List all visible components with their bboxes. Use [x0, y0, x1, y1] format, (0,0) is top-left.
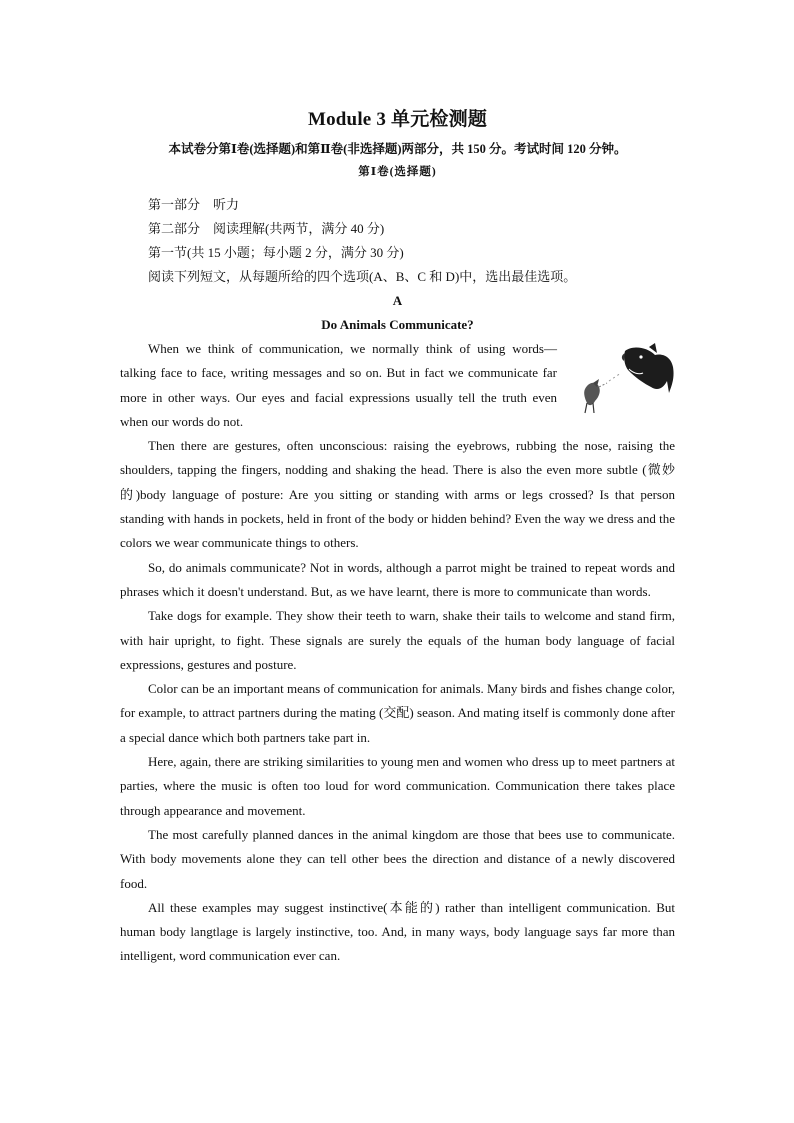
paragraph-1: When we think of communication, we normally think of using words—talking face to face, writing messages and so on. But in fact we communicate far more in other ways. Our eyes and facial expressions usually tell the truth even when our words do not.: [120, 341, 557, 429]
dog-and-bird-illustration: [563, 343, 681, 415]
section-instructions: 阅读下列短文，从每题所给的四个选项(A、B、C 和 D)中，选出最佳选项。: [148, 269, 577, 284]
section-listening: 第一部分 听力: [148, 197, 240, 212]
paragraph-6: Here, again, there are striking similarities to young men and women who dress up to meet partners at parties, where the music is often too loud for word communication. Communication there takes place through appearance and movement.: [120, 754, 675, 818]
first-paragraph-block: [120, 337, 675, 434]
paragraph-4: Take dogs for example. They show their teeth to warn, shake their tails to welcome and stand firm, with hair upright, to fight. These signals are surely the equals of the human body language of facial expressions, gestures and posture.: [120, 608, 675, 672]
paragraph-8: All these examples may suggest instinctive(本能的) rather than intelligent communication. But human body langtlage is largely instinctive, too. And, in many ways, body language says far more than intelligent, word communication ever can.: [120, 899, 675, 964]
paragraph-7: The most carefully planned dances in the animal kingdom are those that bees use to communicate. With body movements alone they can tell other bees the direction and distance of a newly discovered food.: [120, 826, 675, 891]
paragraph-5: Color can be an important means of communication for animals. Many birds and fishes change color, for example, to attract partners during the mating (交配) season. And mating itself is commonly done after a special dance which both partners take part in.: [120, 681, 675, 745]
exam-intro: 本试卷分第Ⅰ卷(选择题)和第Ⅱ卷(非选择题)两部分，共 150 分。考试时间 120 分钟。: [168, 142, 627, 156]
volume-heading: 第Ⅰ卷(选择题): [358, 166, 437, 178]
section-reading: 第二部分 阅读理解(共两节，满分 40 分): [148, 221, 385, 236]
page-title: Module 3 单元检测题: [307, 109, 488, 130]
exam-page: [120, 100, 675, 969]
section-part-one: 第一节(共 15 小题；每小题 2 分，满分 30 分): [148, 245, 404, 260]
paragraph-2: Then there are gestures, often unconscious: raising the eyebrows, rubbing the nose, raising the shoulders, tapping the fingers, nodding and shaking the head. There is also the even more subtle (微妙的)body language of posture: Are you sitting or standing with arms or legs crossed? Is that person standing with hands in pockets, held in front of the body or hidden behind? Even the way we dress and the colors we wear communicate things to others.: [120, 438, 675, 551]
passage-title: Do Animals Communicate?: [321, 317, 474, 332]
passage-letter: A: [392, 293, 403, 308]
paragraph-3: So, do animals communicate? Not in words, although a parrot might be trained to repeat words and phrases which it doesn't understand. But, as we have learnt, there is more to communicate than words.: [120, 559, 675, 599]
